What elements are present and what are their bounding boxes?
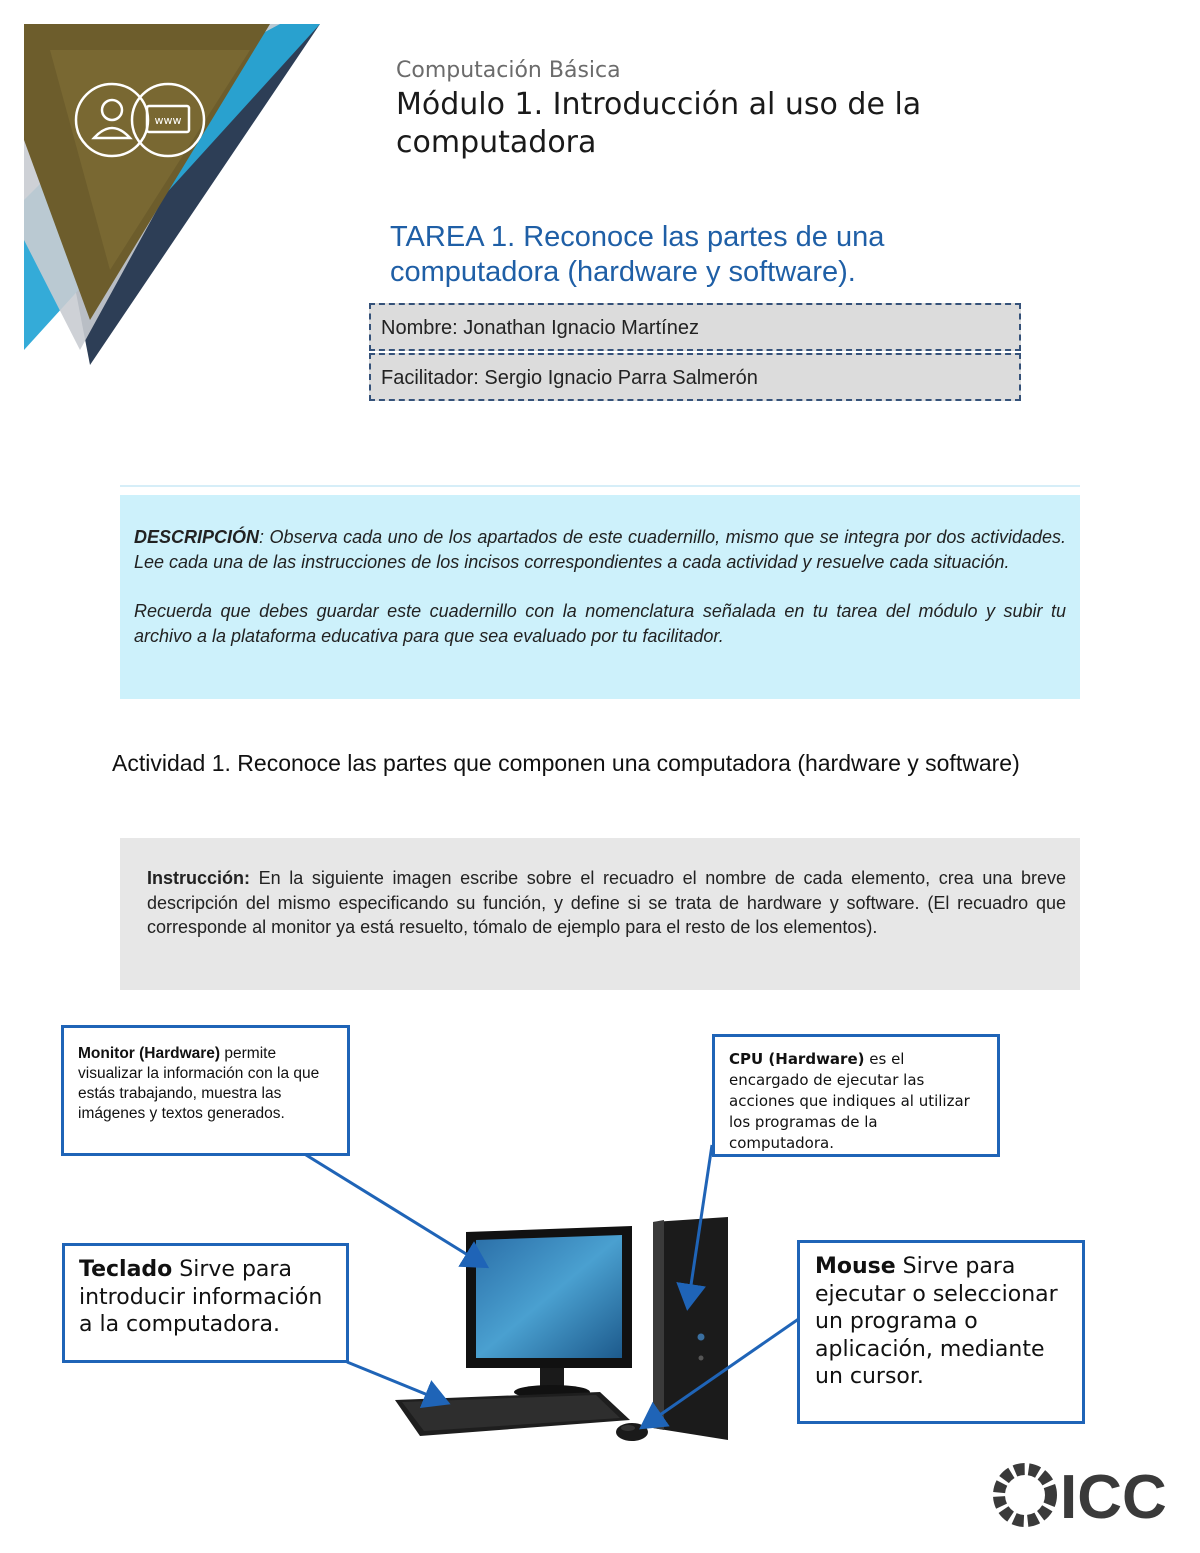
description-label: DESCRIPCIÓN	[134, 527, 260, 547]
monitor-callout-text: permite visualizar la información con la que estás trabajando, muestra las imágenes y textos generados.	[78, 1045, 320, 1122]
instruction-box	[120, 838, 1080, 990]
cpu-callout-text: es el encargado de ejecutar las acciones que indiques al utilizar los programas de la computadora.	[729, 1050, 970, 1152]
keyboard-arrow	[347, 1362, 445, 1402]
icc-gear-icon	[999, 1469, 1051, 1521]
svg-text:www: www	[154, 114, 182, 127]
mouse-arrow	[644, 1318, 800, 1426]
header-art	[20, 20, 330, 365]
cpu-tower	[653, 1217, 728, 1440]
student-name-field	[369, 303, 1021, 351]
cpu-arrow	[688, 1145, 712, 1305]
monitor-device	[466, 1226, 632, 1399]
facilitator-field	[369, 353, 1021, 401]
description-top-rule	[120, 485, 1080, 487]
description-text-1: : Observa cada uno de los apartados de este cuadernillo, mismo que se integra por dos actividades. Lee cada una de las instrucciones de los incisos correspondientes a cada actividad y resuelve cada situación.	[134, 527, 1066, 572]
monitor-callout	[61, 1025, 350, 1156]
monitor-callout-title: Monitor (Hardware)	[78, 1045, 221, 1062]
mouse-callout	[797, 1240, 1085, 1424]
mouse-callout-text: Sirve para ejecutar o seleccionar un programa o aplicación, mediante un cursor.	[815, 1254, 1058, 1389]
mouse-callout-title: Mouse	[815, 1254, 896, 1279]
instruction-label: Instrucción:	[147, 868, 251, 888]
cpu-callout	[712, 1034, 1000, 1157]
description-paragraph-1	[134, 525, 1066, 575]
facilitator-text: Facilitador: Sergio Ignacio Parra Salmerón	[381, 367, 758, 389]
activity-title: Actividad 1. Reconoce las partes que componen una computadora (hardware y software)	[112, 750, 1020, 776]
icc-logo	[990, 1460, 1180, 1530]
keyboard-callout	[62, 1243, 349, 1363]
cpu-callout-title: CPU (Hardware)	[729, 1050, 865, 1068]
description-box	[120, 495, 1080, 699]
keyboard-callout-text: Sirve para introducir información a la computadora.	[79, 1257, 323, 1337]
course-title: Computación Básica	[396, 58, 621, 83]
keyboard-device	[395, 1392, 630, 1436]
module-title: Módulo 1. Introducción al uso de la computadora	[396, 87, 922, 160]
icc-logo-text: ICC	[1060, 1463, 1167, 1532]
keyboard-callout-title: Teclado	[79, 1257, 173, 1282]
instruction-text: En la siguiente imagen escribe sobre el recuadro el nombre de cada elemento, crea una breve descripción del mismo especificando su función, y define si se trata de hardware y software. (El recuadro que corresponde al monitor ya está resuelto, tómalo de ejemplo para el resto de los elementos).	[147, 868, 1066, 937]
task-title: TAREA 1. Reconoce las partes de una computadora (hardware y software).	[390, 221, 885, 288]
description-paragraph-2	[134, 599, 1066, 649]
student-name-text: Nombre: Jonathan Ignacio Martínez	[381, 317, 699, 339]
description-text-2: Recuerda que debes guardar este cuadernillo con la nomenclatura señalada en tu tarea del módulo y subir tu archivo a la plataforma educativa para que sea evaluado por tu facilitador.	[134, 601, 1066, 646]
mouse-device	[616, 1423, 648, 1441]
